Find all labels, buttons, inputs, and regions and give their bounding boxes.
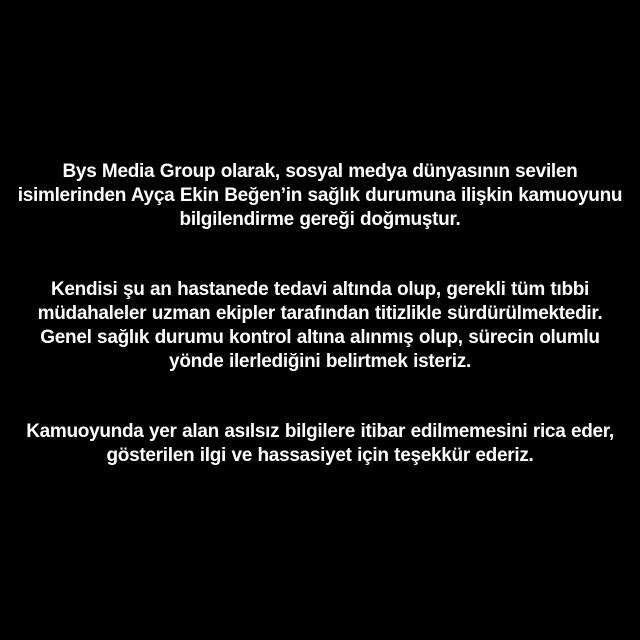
- statement-body: [0, 160, 640, 468]
- statement-paragraph-closing: Kamuoyunda yer alan asılsız bilgilere itibar edilmemesini rica eder, gösterilen ilgi ve hassasiyet için teşekkür ederiz.: [26, 421, 614, 466]
- statement-paragraph-health-status: Kendisi şu an hastanede tedavi altında olup, gerekli tüm tıbbi müdahaleler uzman ekipler tarafından titizlikle sürdürülmektedir. Genel sağlık durumu kontrol altına alınmış olup, sürecin olumlu yönde ilerlediğini belirtmek isteriz.: [37, 279, 603, 372]
- statement-paragraph-intro: Bys Media Group olarak, sosyal medya dünyasının sevilen isimlerinden Ayça Ekin Beğen’in sağlık durumuna ilişkin kamuoyunu bilgilendirme gereği doğmuştur.: [17, 161, 623, 230]
